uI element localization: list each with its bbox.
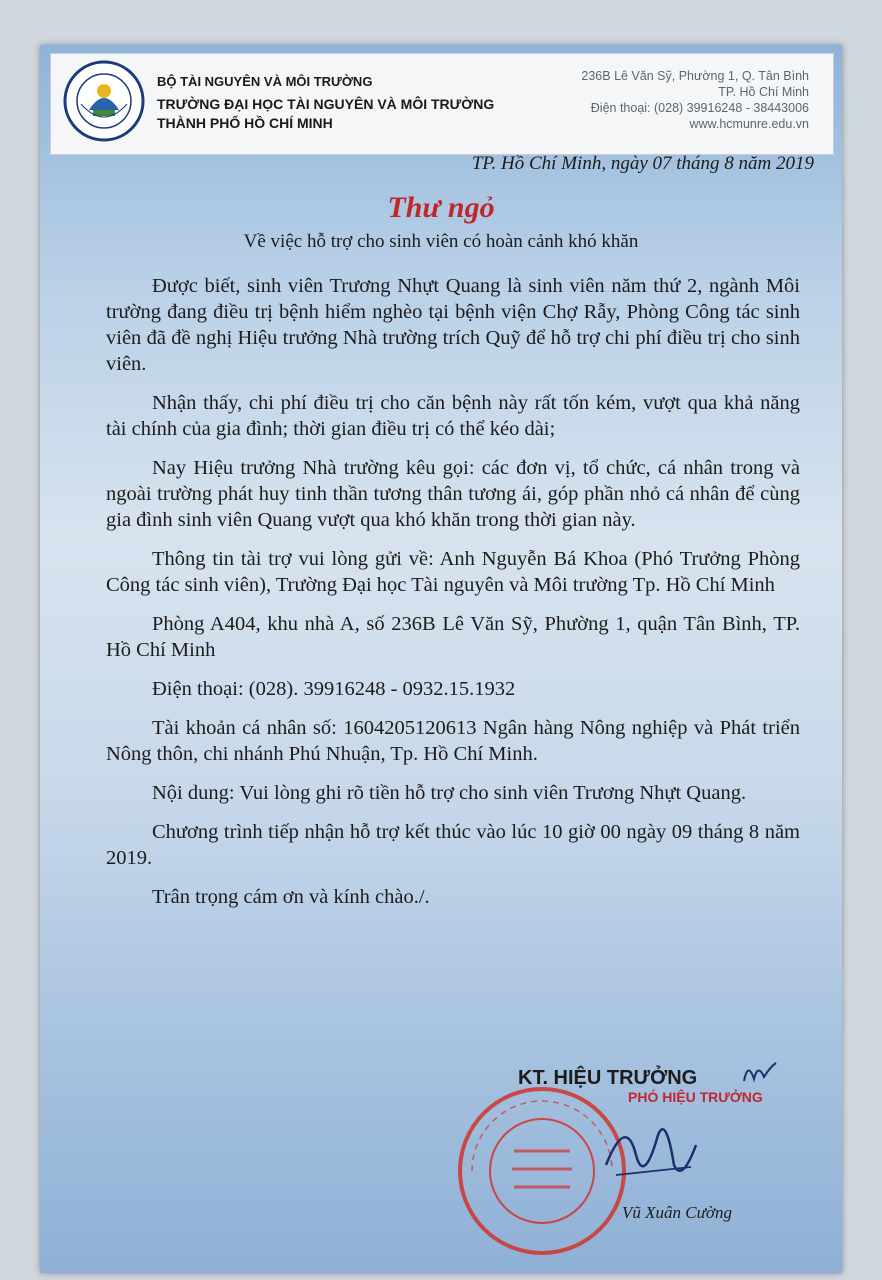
address-line1: 236B Lê Văn Sỹ, Phường 1, Q. Tân Bình (581, 69, 809, 83)
initial-mark-icon (740, 1057, 780, 1087)
paragraph-1: Được biết, sinh viên Trương Nhựt Quang là sinh viên năm thứ 2, ngành Môi trường đang điều trị bệnh hiểm nghèo tại bệnh viện Chợ Rẫy, Phòng Công tác sinh viên đã đề nghị Hiệu trưởng Nhà trường trích Quỹ để hỗ trợ chi phí điều trị cho sinh viên. (106, 275, 800, 375)
signatory-name: Vũ Xuân Cường (622, 1203, 732, 1222)
letterhead (50, 53, 834, 155)
address-line2: TP. Hồ Chí Minh (718, 85, 809, 99)
letter-body (106, 273, 800, 923)
paragraph-7: Tài khoản cá nhân số: 1604205120613 Ngân hàng Nông nghiệp và Phát triển Nông thôn, chi nhánh Phú Nhuận, Tp. Hồ Chí Minh. (106, 717, 800, 765)
letter-sheet (40, 45, 842, 1273)
school-name-line1: TRƯỜNG ĐẠI HỌC TÀI NGUYÊN VÀ MÔI TRƯỜNG (157, 96, 495, 112)
paragraph-5: Phòng A404, khu nhà A, số 236B Lê Văn Sỹ, Phường 1, quận Tân Bình, TP. Hồ Chí Minh (106, 613, 800, 661)
letter-date: TP. Hồ Chí Minh, ngày 07 tháng 8 năm 2019 (471, 153, 814, 174)
signature-subtitle: PHÓ HIỆU TRƯỞNG (628, 1089, 763, 1105)
paragraph-6: Điện thoại: (028). 39916248 - 0932.15.1932 (152, 678, 516, 700)
handwritten-signature-icon (596, 1105, 706, 1195)
phone-line: Điện thoại: (028) 39916248 - 38443006 (590, 101, 809, 115)
paragraph-2: Nhận thấy, chi phí điều trị cho căn bệnh này rất tốn kém, vượt qua khả năng tài chính của gia đình; thời gian điều trị có thể kéo dài; (106, 392, 800, 440)
paragraph-8: Nội dung: Vui lòng ghi rõ tiền hỗ trợ cho sinh viên Trương Nhựt Quang. (152, 782, 747, 804)
paragraph-4: Thông tin tài trợ vui lòng gửi về: Anh Nguyễn Bá Khoa (Phó Trưởng Phòng Công tác sinh viên), Trường Đại học Tài nguyên và Môi trường Tp. Hồ Chí Minh (106, 548, 800, 596)
ministry-name: BỘ TÀI NGUYÊN VÀ MÔI TRƯỜNG (157, 74, 373, 89)
contact-block (581, 68, 809, 132)
website-line: www.hcmunre.edu.vn (689, 117, 809, 131)
letter-title: Thư ngỏ (387, 191, 495, 224)
school-logo-icon (63, 60, 145, 142)
signature-title: KT. HIỆU TRƯỞNG (518, 1067, 698, 1089)
letter-subtitle: Về việc hỗ trợ cho sinh viên có hoàn cảnh khó khăn (243, 231, 639, 252)
paragraph-9: Chương trình tiếp nhận hỗ trợ kết thúc vào lúc 10 giờ 00 ngày 09 tháng 8 năm 2019. (106, 821, 800, 869)
paragraph-3: Nay Hiệu trưởng Nhà trường kêu gọi: các đơn vị, tổ chức, cá nhân trong và ngoài trường phát huy tinh thần tương thân tương ái, góp phần nhỏ cá nhân để cùng gia đình sinh viên Quang vượt qua khó khăn trong thời gian này. (106, 457, 800, 531)
school-name-line2: THÀNH PHỐ HỒ CHÍ MINH (157, 115, 333, 131)
paragraph-10: Trân trọng cám ơn và kính chào./. (152, 886, 430, 908)
